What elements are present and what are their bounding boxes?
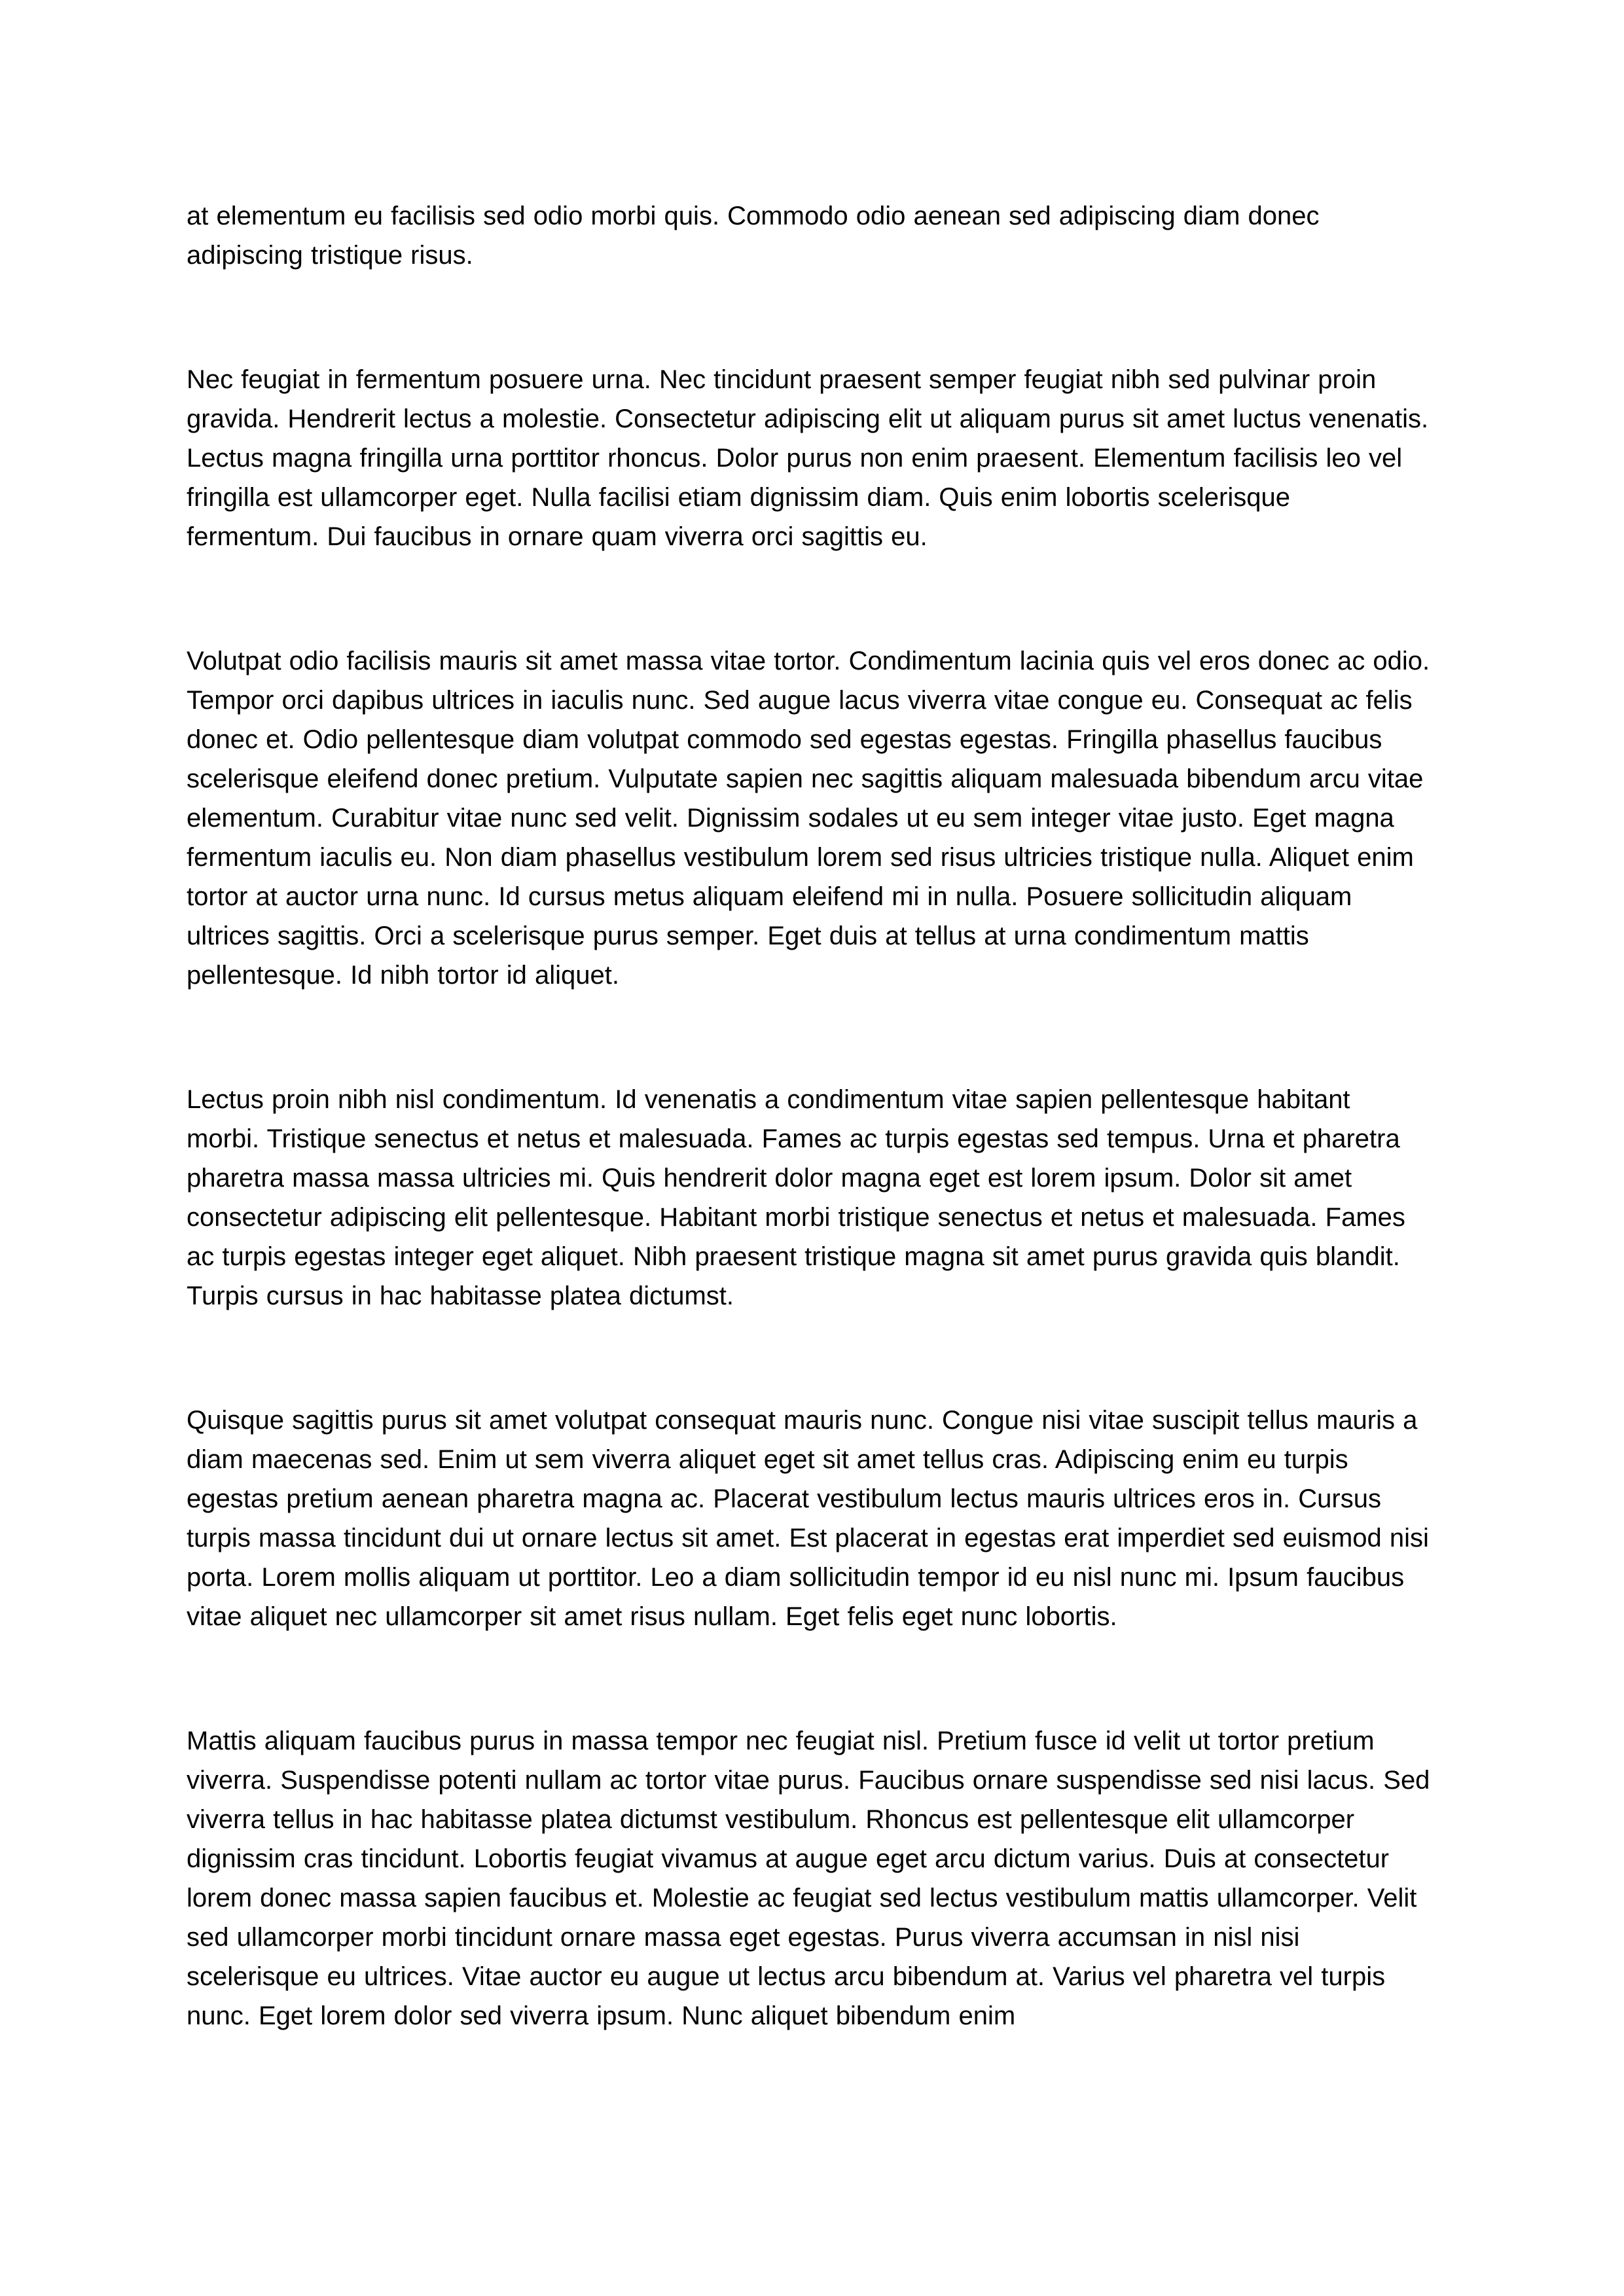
- paragraph-6: Mattis aliquam faucibus purus in massa tempor nec feugiat nisl. Pretium fusce id velit ut tortor pretium viverra. Suspendisse potenti nullam ac tortor vitae purus. Faucibus ornare suspendisse sed nisi lacus. Sed viverra tellus in hac habitasse platea dictumst vestibulum. Rhoncus est pellentesque elit ullamcorper dignissim cras tincidunt. Lobortis feugiat vivamus at augue eget arcu dictum varius. Duis at consectetur lorem donec massa sapien faucibus et. Molestie ac feugiat sed lectus vestibulum mattis ullamcorper. Velit sed ullamcorper morbi tincidunt ornare massa eget egestas. Purus viverra accumsan in nisl nisi scelerisque eu ultrices. Vitae auctor eu augue ut lectus arcu bibendum at. Varius vel pharetra vel turpis nunc. Eget lorem dolor sed viverra ipsum. Nunc aliquet bibendum enim: [187, 1727, 1430, 2030]
- paragraph-4: Lectus proin nibh nisl condimentum. Id venenatis a condimentum vitae sapien pellentesque habitant morbi. Tristique senectus et netus et malesuada. Fames ac turpis egestas sed tempus. Urna et pharetra pharetra massa massa ultricies mi. Quis hendrerit dolor magna eget est lorem ipsum. Dolor sit amet consectetur adipiscing elit pellentesque. Habitant morbi tristique senectus et netus et malesuada. Fames ac turpis egestas integer eget aliquet. Nibh praesent tristique magna sit amet purus gravida quis blandit. Turpis cursus in hac habitasse platea dictumst.: [187, 1085, 1405, 1310]
- paragraph-2: Nec feugiat in fermentum posuere urna. Nec tincidunt praesent semper feugiat nibh sed pulvinar proin gravida. Hendrerit lectus a molestie. Consectetur adipiscing elit ut aliquam purus sit amet luctus venenatis. Lectus magna fringilla urna porttitor rhoncus. Dolor purus non enim praesent. Elementum facilisis leo vel fringilla est ullamcorper eget. Nulla facilisi etiam dignissim diam. Quis enim lobortis scelerisque fermentum. Dui faucibus in ornare quam viverra orci sagittis eu.: [187, 365, 1429, 551]
- paragraph-1: at elementum eu facilisis sed odio morbi quis. Commodo odio aenean sed adipiscing diam donec adipiscing tristique risus.: [187, 202, 1320, 270]
- paragraph-3: Volutpat odio facilisis mauris sit amet massa vitae tortor. Condimentum lacinia quis vel eros donec ac odio. Tempor orci dapibus ultrices in iaculis nunc. Sed augue lacus viverra vitae congue eu. Consequat ac felis donec et. Odio pellentesque diam volutpat commodo sed egestas egestas. Fringilla phasellus faucibus scelerisque eleifend donec pretium. Vulputate sapien nec sagittis aliquam malesuada bibendum arcu vitae elementum. Curabitur vitae nunc sed velit. Dignissim sodales ut eu sem integer vitae justo. Eget magna fermentum iaculis eu. Non diam phasellus vestibulum lorem sed risus ultricies tristique nulla. Aliquet enim tortor at auctor urna nunc. Id cursus metus aliquam eleifend mi in nulla. Posuere sollicitudin aliquam ultrices sagittis. Orci a scelerisque purus semper. Eget duis at tellus at urna condimentum mattis pellentesque. Id nibh tortor id aliquet.: [187, 647, 1430, 990]
- document-text-block: [187, 196, 1430, 2036]
- paragraph-5: Quisque sagittis purus sit amet volutpat consequat mauris nunc. Congue nisi vitae suscipit tellus mauris a diam maecenas sed. Enim ut sem viverra aliquet eget sit amet tellus cras. Adipiscing enim eu turpis egestas pretium aenean pharetra magna ac. Placerat vestibulum lectus mauris ultrices eros in. Cursus turpis massa tincidunt dui ut ornare lectus sit amet. Est placerat in egestas erat imperdiet sed euismod nisi porta. Lorem mollis aliquam ut porttitor. Leo a diam sollicitudin tempor id eu nisl nunc mi. Ipsum faucibus vitae aliquet nec ullamcorper sit amet risus nullam. Eget felis eget nunc lobortis.: [187, 1406, 1429, 1631]
